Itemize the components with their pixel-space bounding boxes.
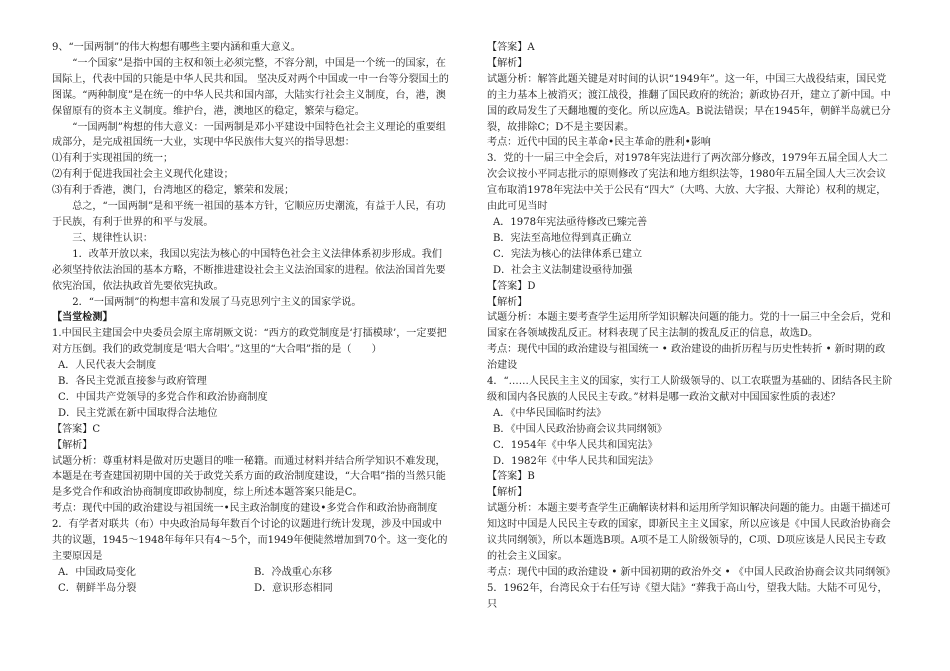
q2-knowledge-point: 考点：近代中国的民主革命•民主革命的胜利•影响 bbox=[487, 137, 711, 149]
q1-option-c: C．中国共产党领导的多党合作和政治协商制度 bbox=[58, 391, 268, 403]
q1-explanation-label: 【解析】 bbox=[52, 439, 93, 451]
q4-stem: 4．“……人民民主主义的国家，实行工人阶级领导的、以工农联盟为基础的、团结各民主阶级和国内各民族的人民民主专政。”材料是哪一政治文献对中国国家性质的表述？ bbox=[487, 376, 893, 403]
q2-explanation: 试题分析：解答此题关键是对时间的认识“1949年”。这一年，中国三大战役结束，国民党的主力基本上被消灭；渡江战役，推翻了国民政府的统治；新政协召开，建立了新中国。中国的政局发生了天翻地覆的变化。所以应选A。B说法错误；早在1945年，朝鲜半岛就已分裂，故排除C；D不是主要因素。 bbox=[487, 73, 891, 133]
q4-option-b: B．《中国人民政治协商会议共同纲领》 bbox=[493, 423, 667, 435]
q1-option-a: A．人民代表大会制度 bbox=[58, 360, 157, 372]
q4-knowledge-point: 考点：现代中国的政治建设 • 新中国初期的政治外交 • 《中国人民政治协商会议共同纲领》 bbox=[487, 566, 896, 578]
left-column bbox=[52, 40, 450, 597]
q3-option-b: B．宪法至高地位得到真正确立 bbox=[493, 232, 632, 244]
q3-option-d: D．社会主义法制建设亟待加强 bbox=[493, 264, 633, 276]
q9-paragraph-2: “一国两制”构想的伟大意义：一国两制是邓小平建设中国特色社会主义理论的重要组成部分，是完成祖国统一大业，实现中华民族伟大复兴的指导思想： bbox=[52, 121, 446, 149]
q4-option-c: C．1954年《中华人民共和国宪法》 bbox=[493, 439, 658, 451]
q9-list-item-1: ⑴有利于实现祖国的统一； bbox=[52, 153, 174, 165]
q3-stem: 3．党的十一届三中全会后，对1978年宪法进行了两次部分修改，1979年五届全国人大二次会议按小平同志批示的原则修改了宪法和地方组织法等，1980年五届全国人大三次会议宣布取消1978年宪法中关于公民有“四大”（大鸣、大放、大字报、大辩论）权利的规定，由此可见当时 bbox=[487, 153, 888, 213]
q2-explanation-label: 【解析】 bbox=[487, 57, 528, 69]
q1-stem: 1.中国民主建国会中央委员会原主席胡厥文说：“西方的政党制度是‘打擂模球’，一定要把对方压倒。我们的政党制度是‘唱大合唱’。”这里的“大合唱”指的是（ ） bbox=[52, 328, 447, 356]
q4-option-a: A．《中华民国临时约法》 bbox=[493, 407, 607, 419]
q2-options-row-2 bbox=[52, 581, 450, 597]
q3-knowledge-point: 考点：现代中国的政治建设与祖国统一 • 政治建设的曲折历程与历史性转折 • 新时期的政治建设 bbox=[487, 344, 886, 372]
q2-option-d: D．意识形态相同 bbox=[254, 582, 333, 594]
q1-option-b: B．各民主党派直接参与政府管理 bbox=[58, 376, 207, 388]
q4-explanation-label: 【解析】 bbox=[487, 487, 528, 499]
q9-paragraph-3: 总之，“一国两制”是和平统一祖国的基本方针，它顺应历史潮流，有益于人民，有功于民族，有利于世界的和平与发展。 bbox=[52, 201, 446, 228]
law-point-1: 1．改革开放以来，我国以宪法为核心的中国特色社会主义法律体系初步形成。我们必须坚持依法治国的基本方略，不断推进建设社会主义法治国家的进程。依法治国首先要依宪治国，依法执政首先要依宪执政。 bbox=[52, 248, 446, 292]
q3-explanation: 试题分析：本题主要考查学生运用所学知识解决问题的能力。党的十一届三中全会后，党和国家在各领域拨乱反正。材料表现了民主法制的拨乱反正的信息，故选D。 bbox=[487, 312, 891, 340]
q9-title: 9、“一国两制”的伟大构想有哪些主要内涵和重大意义。 bbox=[52, 42, 301, 53]
q3-option-c: C．宪法为核心的法律体系已建立 bbox=[493, 248, 643, 260]
q1-explanation: 试题分析：尊重材料是做对历史题目的唯一秘籍。而通过材料并结合所学知识不难发现，本题是在考查建国初期中国的关于政党关系方面的政治制度建设，“大合唱”指的当然只能是多党合作和政治协商制度即政协制度，综上所述本题答案只能是C。 bbox=[52, 455, 446, 499]
q4-answer: 【答案】B bbox=[487, 471, 535, 483]
q2-options-row-1 bbox=[52, 565, 450, 581]
right-column bbox=[487, 40, 896, 613]
section-heading-laws: 三、规律性认识： bbox=[72, 232, 153, 244]
q4-explanation: 试题分析：本题主要考查学生正确解读材料和运用所学知识解决问题的能力。由题干描述可知这时中国是人民民主专政的国家，即新民主主义国家，所以应该是《中国人民政治协商会议共同纲领》，所以本题选B项。A项不是工人阶级领导的，C项、D项应该是人民民主专政的社会主义国家。 bbox=[487, 503, 891, 562]
q4-option-d: D．1982年《中华人民共和国宪法》 bbox=[493, 455, 658, 467]
q2-option-b: B．冷战重心东移 bbox=[254, 566, 333, 578]
q2-stem: 2．有学者对联共（布）中央政治局每年数百个讨论的议题进行统计发现，涉及中国或中共的议题，1945～1948年每年只有4～5个，而1949年便陡然增加到70个。这一变化的主要原因是 bbox=[52, 519, 448, 562]
q9-list-item-2: ⑵有利于促进我国社会主义现代化建设； bbox=[52, 169, 234, 181]
q1-knowledge-point: 考点：现代中国的政治建设与祖国统一•民主政治制度的建设•多党合作和政治协商制度 bbox=[52, 503, 438, 515]
q1-option-d: D．民主党派在新中国取得合法地位 bbox=[58, 407, 218, 419]
q1-answer: 【答案】C bbox=[52, 423, 101, 435]
q3-explanation-label: 【解析】 bbox=[487, 296, 528, 308]
q2-answer: 【答案】A bbox=[487, 42, 535, 53]
q3-option-a: A．1978年宪法亟待修改已臻完善 bbox=[493, 216, 648, 228]
q9-list-item-3: ⑶有利于香港，澳门，台湾地区的稳定，繁荣和发展； bbox=[52, 185, 295, 197]
q5-stem: 5．1962年，台湾民众于右任写诗《望大陆》“葬我于高山兮，望我大陆。大陆不可见兮，只 bbox=[487, 582, 888, 610]
q3-answer: 【答案】D bbox=[487, 280, 536, 292]
section-heading-quiz: 【当堂检测】 bbox=[52, 312, 113, 324]
q9-paragraph-1: “一个国家”是指中国的主权和领土必须完整，不容分割，中国是一个统一的国家，在国际上，代表中国的只能是中华人民共和国。 坚决反对两个中国或一中一台等分裂国土的图谋。“两种制度”是在统一的中华人民共和国内部，大陆实行社会主义制度，台，港，澳保留原有的资本主义制度。维护台，港，澳地区的稳定，繁荣与稳定。 bbox=[52, 57, 449, 117]
q2-option-c: C．朝鲜半岛分裂 bbox=[58, 582, 137, 594]
q2-option-a: A．中国政局变化 bbox=[58, 566, 136, 578]
law-point-2: 2．“一国两制”的构想丰富和发展了马克思列宁主义的国家学说。 bbox=[72, 296, 362, 308]
